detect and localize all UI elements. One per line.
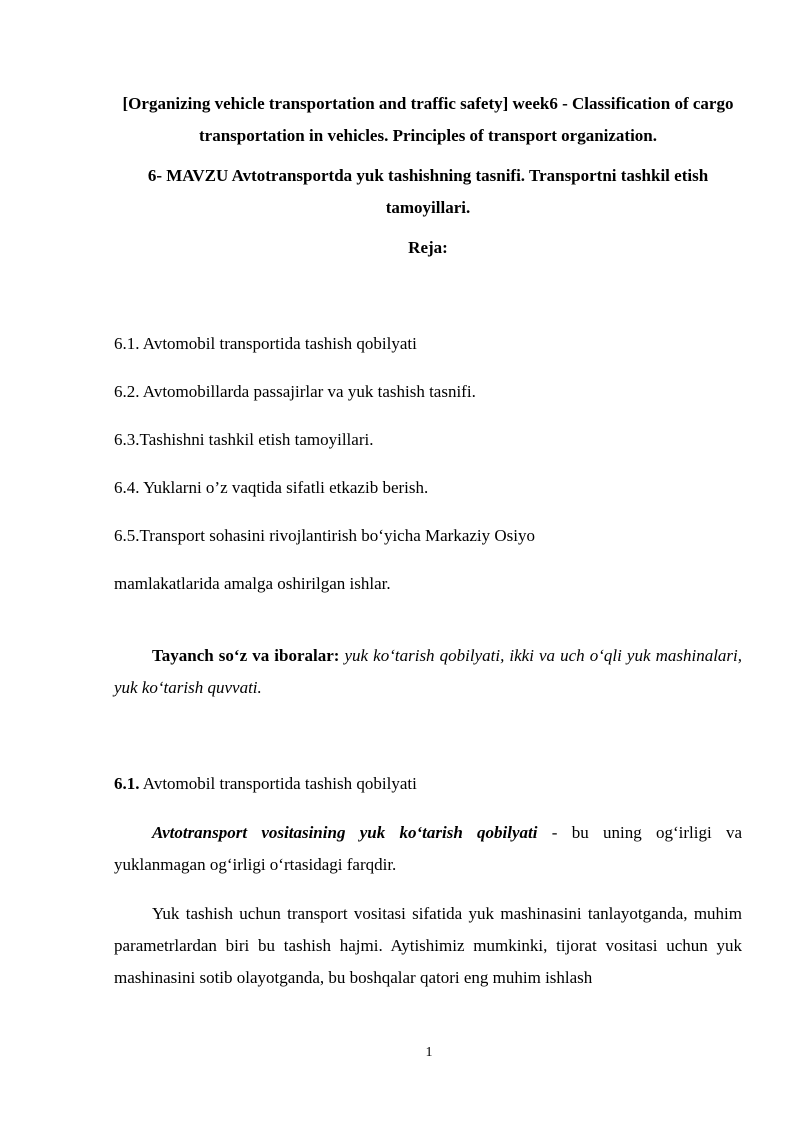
section-heading: [114, 768, 742, 800]
plan-heading: Reja:: [408, 238, 448, 257]
page-number: 1: [425, 1045, 433, 1060]
keywords-label: Tayanch so‘z va iboralar:: [152, 646, 340, 665]
section-number: 6.1.: [114, 774, 140, 793]
keywords-paragraph: [114, 640, 742, 704]
plan-item: 6.2. Avtomobillarda passajirlar va yuk tashish tasnifi.: [114, 382, 476, 401]
document-title-english: [Organizing vehicle transportation and traffic safety] week6 - Classification of cargo transportation in vehicles. Principles of transport organization.: [122, 94, 734, 145]
plan-item: 6.5.Transport sohasini rivojlantirish bo‘yicha Markaziy Osiyo: [114, 526, 536, 545]
plan-item: 6.3.Tashishni tashkil etish tamoyillari.: [114, 430, 374, 449]
definition-text: - bu uning og‘irligi va yuklanmagan og‘irligi o‘rtasidagi farqdir.: [114, 823, 742, 874]
section-title: Avtomobil transportida tashish qobilyati: [139, 774, 417, 793]
keywords-text: yuk ko‘tarish qobilyati, ikki va uch o‘qli yuk mashinalari, yuk ko‘tarish quvvati.: [114, 646, 743, 697]
plan-item: 6.1. Avtomobil transportida tashish qobilyati: [114, 334, 417, 353]
plan-list: [114, 328, 742, 600]
document-title-uzbek: 6- MAVZU Avtotransportda yuk tashishning tasnifi. Transportni tashkil etish tamoyillari.: [147, 166, 709, 217]
plan-item: 6.4. Yuklarni o’z vaqtida sifatli etkazib berish.: [114, 478, 429, 497]
page-content: [114, 88, 742, 1011]
definition-term: Avtotransport vositasining yuk ko‘tarish qobilyati: [152, 823, 538, 842]
plan-item: mamlakatlarida amalga oshirilgan ishlar.: [114, 574, 391, 593]
body-paragraph: Yuk tashish uchun transport vositasi sifatida yuk mashinasini tanlayotganda, muhim parametrlardan biri bu tashish hajmi. Aytishimiz mumkinki, tijorat vositasi uchun yuk mashinasini sotib olayotganda, bu boshqalar qatori eng muhim ishlash: [114, 904, 742, 987]
definition-paragraph: [114, 817, 742, 881]
